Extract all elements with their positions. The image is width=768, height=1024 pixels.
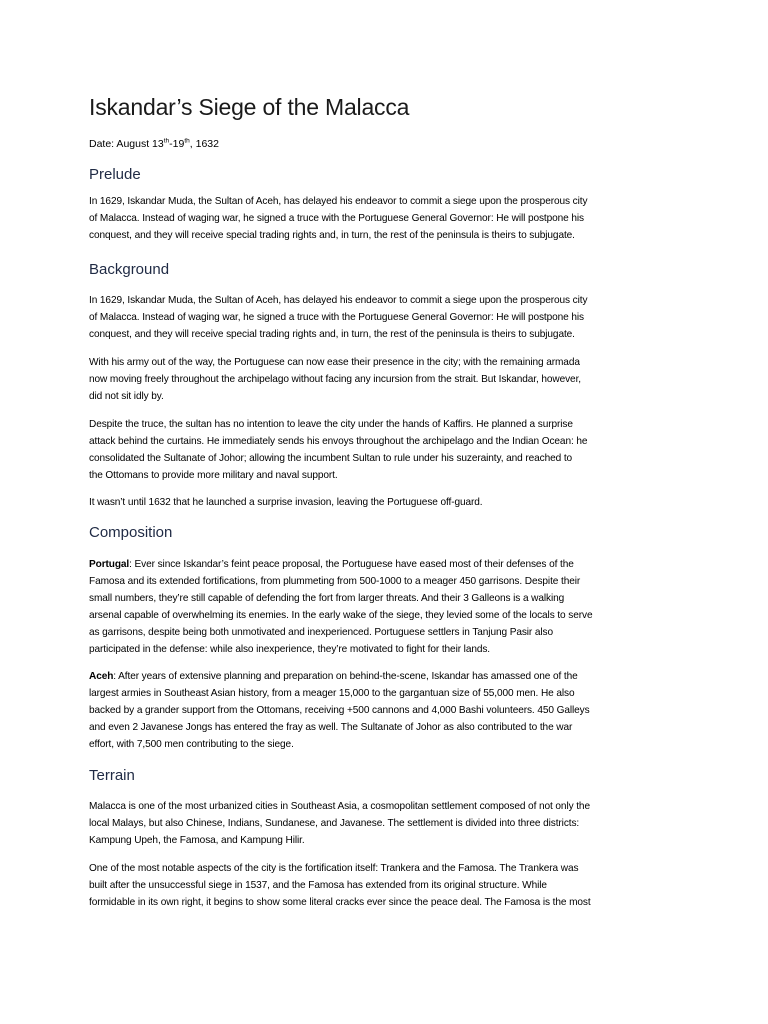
text-line: backed by a grander support from the Ottomans, receiving +500 cannons and 4,000 Bashi volunteers. 450 Galleys [89, 705, 590, 716]
faction-label-portugal: Portugal [89, 559, 130, 570]
document-date [89, 136, 219, 152]
text-line: conquest, and they will receive special trading rights and, in turn, the rest of the peninsula is theirs to subjugate. [89, 329, 575, 340]
text-line: Despite the truce, the sultan has no intention to leave the city under the hands of Kaffirs. He planned a surprise [89, 419, 573, 430]
text-line: formidable in its own right, it begins to show some literal cracks ever since the peace deal. The Famosa is the most [89, 897, 591, 908]
text-line: as garrisons, despite being both unmotivated and inexperienced. Portuguese settlers in Tanjung Pasir also [89, 627, 554, 638]
text-line: largest armies in Southeast Asian history, from a meager 15,000 to the gargantuan size of 55,000 men. He also [89, 688, 575, 699]
text-line: small numbers, they’re still capable of defending the fort from larger threats. And their 3 Galleons is a walking [89, 593, 565, 604]
paragraph [89, 193, 687, 244]
document-title: Iskandar’s Siege of the Malacca [89, 94, 410, 120]
section-heading-background: Background [89, 261, 170, 278]
text-line: arsenal capable of overwhelming its enemies. In the early wake of the siege, they levied some of the locals to serve [89, 610, 593, 621]
text-line: attack behind the curtains. He immediately sends his envoys throughout the archipelago and the Indian Ocean: he [89, 436, 588, 447]
text-line: the Ottomans to provide more military and naval support. [89, 470, 338, 481]
text-line: Kampung Upeh, the Famosa, and Kampung Hilir. [89, 835, 305, 846]
paragraph [89, 860, 687, 911]
section-heading-composition: Composition [89, 524, 173, 541]
text-line: In 1629, Iskandar Muda, the Sultan of Aceh, has delayed his endeavor to commit a siege upon the prosperous city [89, 295, 588, 306]
text-line: conquest, and they will receive special trading rights and, in turn, the rest of the peninsula is theirs to subjugate. [89, 230, 575, 241]
text-line: effort, with 7,500 men contributing to the siege. [89, 739, 294, 750]
text-line [89, 556, 687, 573]
text-line: participated in the defense: while also inexperience, they’re motivated to fight for their lands. [89, 644, 491, 655]
date-range-end: -19 [169, 138, 185, 150]
section-heading-prelude: Prelude [89, 166, 141, 183]
text-line [89, 668, 687, 685]
paragraph [89, 494, 687, 511]
document-page [89, 0, 689, 1024]
text-line: It wasn’t until 1632 that he launched a surprise invasion, leaving the Portuguese off-guard. [89, 497, 483, 508]
paragraph [89, 354, 687, 405]
text-line: and even 2 Javanese Jongs has entered the fray as well. The Sultanate of Johor as also contributed to the war [89, 722, 573, 733]
faction-label-aceh: Aceh [89, 671, 114, 682]
text-line: With his army out of the way, the Portuguese can now ease their presence in the city; with the remaining armada [89, 357, 580, 368]
date-superscript: th [163, 137, 170, 145]
paragraph [89, 416, 687, 484]
text-line: In 1629, Iskandar Muda, the Sultan of Aceh, has delayed his endeavor to commit a siege upon the prosperous city [89, 196, 588, 207]
text-line: Malacca is one of the most urbanized cities in Southeast Asia, a cosmopolitan settlement composed of not only the [89, 801, 590, 812]
date-year: , 1632 [189, 138, 219, 150]
text-line: built after the unsuccessful siege in 1537, and the Famosa has extended from its original structure. While [89, 880, 547, 891]
text-line: One of the most notable aspects of the city is the fortification itself: Trankera and the Famosa. The Trankera was [89, 863, 579, 874]
date-superscript: th [184, 137, 190, 145]
date-prefix: Date: August 13 [89, 138, 164, 150]
paragraph [89, 798, 687, 849]
text-run: : After years of extensive planning and preparation on behind-the-scene, Iskandar has amassed one of the [113, 671, 578, 682]
text-line: Famosa and its extended fortifications, from plummeting from 500-1000 to a meager 450 garrisons. Despite their [89, 576, 581, 587]
text-line: local Malays, but also Chinese, Indians, Sundanese, and Javanese. The settlement is divided into three districts: [89, 818, 580, 829]
section-heading-terrain: Terrain [89, 767, 135, 784]
paragraph [89, 292, 687, 343]
text-line: now moving freely throughout the archipelago without facing any incursion from the strait. But Iskandar, however, [89, 374, 581, 385]
text-line: did not sit idly by. [89, 391, 164, 402]
text-line: of Malacca. Instead of waging war, he signed a truce with the Portuguese General Governor: He will postpone his [89, 312, 584, 323]
paragraph-portugal [89, 556, 687, 658]
text-run: : Ever since Iskandar’s feint peace proposal, the Portuguese have eased most of their defenses of the [129, 559, 574, 570]
text-line: consolidated the Sultanate of Johor; allowing the incumbent Sultan to rule under his suzerainty, and reached to [89, 453, 573, 464]
text-line: of Malacca. Instead of waging war, he signed a truce with the Portuguese General Governor: He will postpone his [89, 213, 584, 224]
paragraph-aceh [89, 668, 687, 753]
